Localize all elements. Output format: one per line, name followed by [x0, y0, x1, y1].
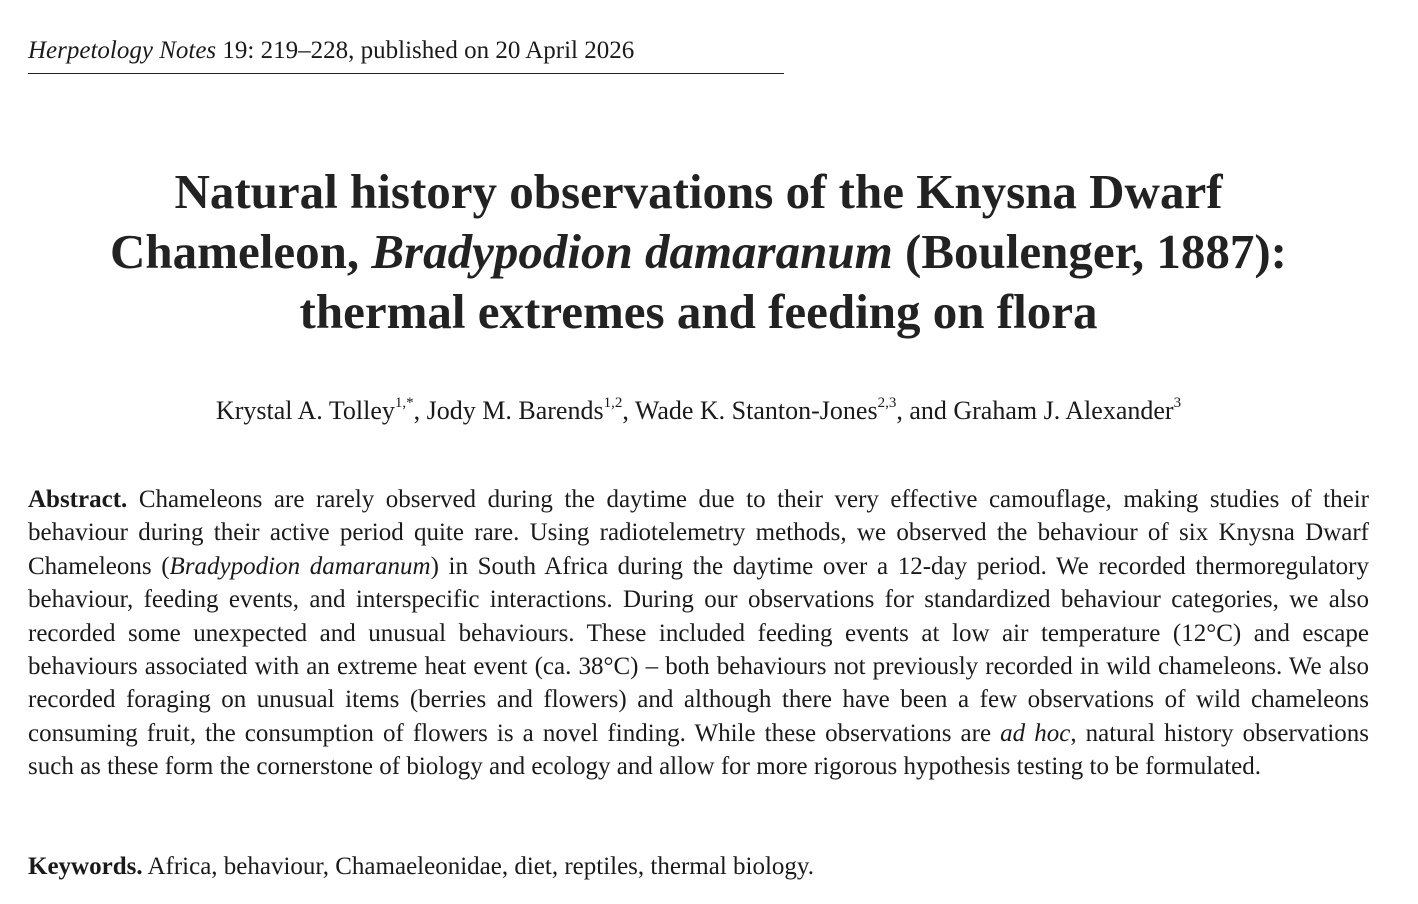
- journal-name: Herpetology Notes: [28, 37, 217, 64]
- title-line-2-post: (Boulenger, 1887):: [892, 224, 1287, 279]
- author-name: Krystal A. Tolley: [215, 396, 395, 425]
- citation-line: [28, 34, 784, 68]
- abstract-text-1: Chameleons are rarely observed during the daytime due to their very effective camouflage, making studies of their behaviour during their active period quite rare. Using radiotelemetry methods, we observed the behaviour of six Knysna Dwarf Chameleons (: [28, 486, 1369, 580]
- abstract-paragraph: [28, 483, 1369, 784]
- citation-details: 19: 219–228, published on 20 April 2026: [216, 37, 635, 64]
- author-affiliation: 1,*: [394, 395, 414, 412]
- abstract-text-3: , natural history observations such as these form the cornerstone of biology and ecology and allow for more rigorous hypothesis testing to be formulated.: [28, 719, 1369, 781]
- author-name: Jody M. Barends: [426, 396, 604, 425]
- author-affiliation: 3: [1173, 395, 1182, 412]
- abstract-ad-hoc: ad hoc: [1000, 719, 1071, 747]
- author-separator: , and: [896, 396, 954, 425]
- abstract-text-2: ) in South Africa during the daytime over a 12-day period. We recorded thermoregulatory behaviour, feeding events, and interspecific interactions. During our observations for standardized behaviour categories, we also recorded some unexpected and unusual behaviours. These included feeding events at low air temperature (12°C) and escape behaviours associated with an extreme heat event (ca. 38°C) – both behaviours not previously recorded in wild chameleons. We also recorded foraging on unusual items (berries and flowers) and although there have been a few observations of wild chameleons consuming fruit, the consumption of flowers is a novel finding. While these observations are: [28, 552, 1369, 747]
- author-affiliation: 1,2: [603, 395, 623, 412]
- author-separator: ,: [622, 396, 635, 425]
- author-name: Graham J. Alexander: [953, 396, 1174, 425]
- title-species-name: Bradypodion damaranum: [371, 224, 893, 279]
- journal-header: [28, 34, 784, 74]
- author-affiliation: 2,3: [877, 395, 897, 412]
- abstract-species-name: Bradypodion damaranum: [169, 552, 431, 580]
- article-title: [28, 162, 1369, 342]
- abstract-label: Abstract.: [28, 486, 128, 513]
- keywords-text: Africa, behaviour, Chamaeleonidae, diet, reptiles, thermal biology.: [142, 853, 815, 880]
- title-line-3: thermal extremes and feeding on flora: [299, 284, 1098, 339]
- author-separator: ,: [413, 396, 427, 425]
- title-line-2-pre: Chameleon,: [110, 224, 372, 279]
- author-list: [28, 394, 1369, 428]
- title-line-1: Natural history observations of the Knysna Dwarf: [174, 164, 1223, 219]
- keywords-label: Keywords.: [28, 853, 143, 880]
- keywords-paragraph: [28, 850, 1369, 883]
- author-name: Wade K. Stanton-Jones: [634, 396, 878, 425]
- title-line-2: [28, 222, 1369, 282]
